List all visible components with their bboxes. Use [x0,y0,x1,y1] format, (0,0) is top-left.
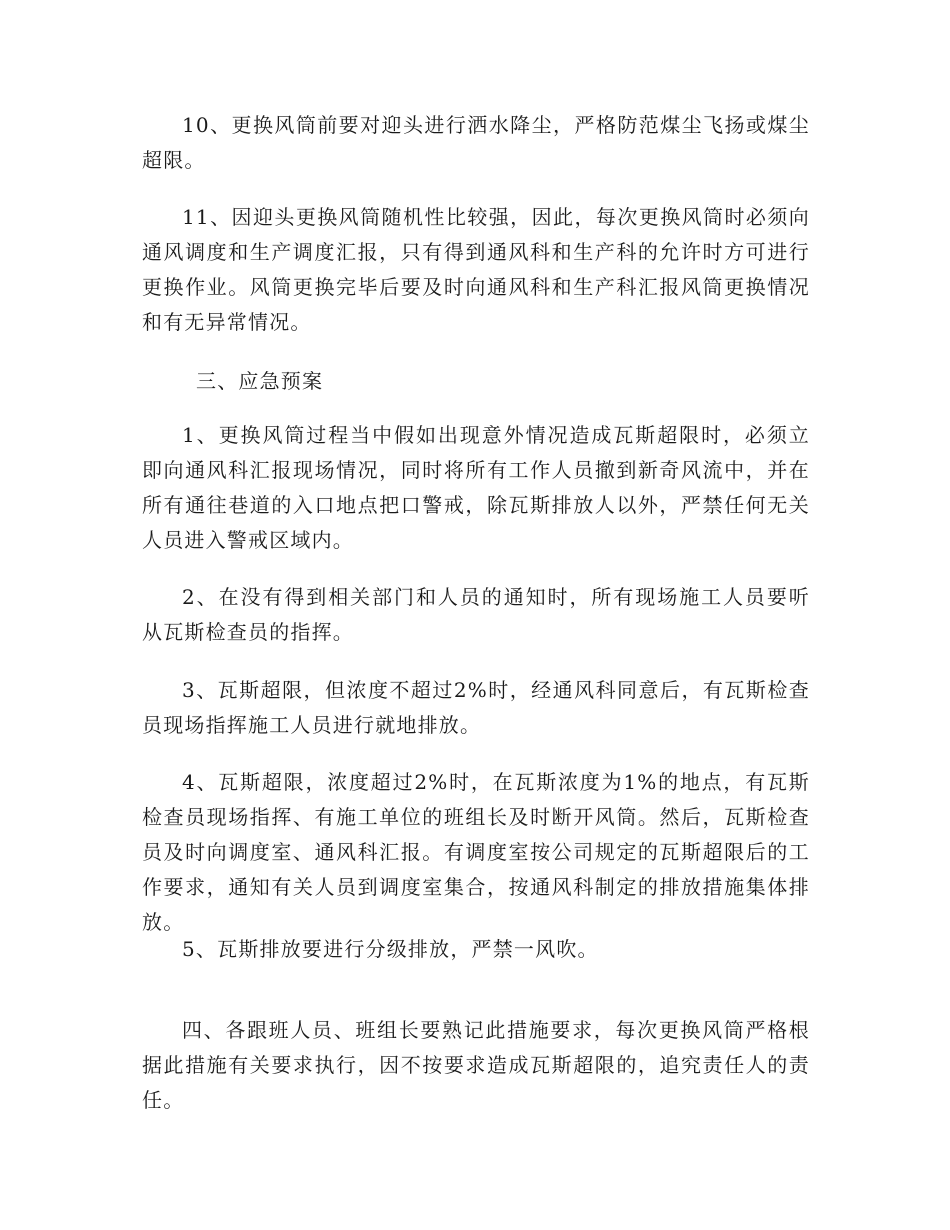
paragraph-5-graded-discharge: 5、瓦斯排放要进行分级排放，严禁一风吹。 [182,937,599,961]
paragraph-2-follow-gas-inspector: 2、在没有得到相关部门和人员的通知时，所有现场施工人员要听从瓦斯检查员的指挥。 [142,585,810,644]
section-heading-emergency-plan: 三、应急预案 [196,369,324,393]
paragraph-4-high-concentration-discharge: 4、瓦斯超限，浓度超过2%时，在瓦斯浓度为1%的地点，有瓦斯检查员现场指挥、有施工单位的班组长及时断开风筒。然后，瓦斯检查员及时向调度室、通风科汇报。有调度室按公司规定的瓦斯超限后的工作要求，通知有关人员到调度室集合，按通风科制定的排放措施集体排放。 [142,770,810,934]
paragraph-1-gas-overlimit-response: 1、更换风筒过程当中假如出现意外情况造成瓦斯超限时，必须立即向通风科汇报现场情况，同时将所有工作人员撤到新奇风流中，并在所有通往巷道的入口地点把口警戒，除瓦斯排放人以外，严禁任何无关人员进入警戒区域内。 [142,423,810,552]
paragraph-3-low-concentration-discharge: 3、瓦斯超限，但浓度不超过2%时，经通风科同意后，有瓦斯检查员现场指挥施工人员进行就地排放。 [142,678,810,737]
paragraph-10-dust-suppression: 10、更换风筒前要对迎头进行洒水降尘，严格防范煤尘飞扬或煤尘超限。 [142,113,810,172]
paragraph-section-four-responsibility: 四、各跟班人员、班组长要熟记此措施要求，每次更换风筒严格根据此措施有关要求执行，因不按要求造成瓦斯超限的，追究责任人的责任。 [142,1018,810,1112]
paragraph-11-report-before-replacement: 11、因迎头更换风筒随机性比较强，因此，每次更换风筒时必须向通风调度和生产调度汇报，只有得到通风科和生产科的允许时方可进行更换作业。风筒更换完毕后要及时向通风科和生产科汇报风筒更换情况和有无异常情况。 [142,205,810,334]
